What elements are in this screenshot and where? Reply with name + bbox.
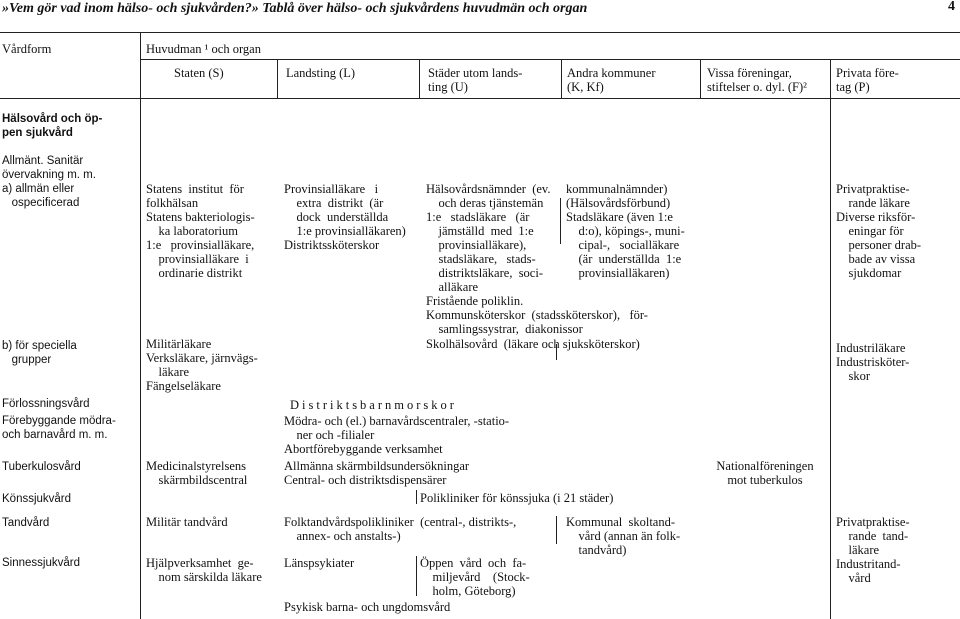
header-vardform: Vårdform bbox=[2, 42, 52, 56]
header-landsting: Landsting (L) bbox=[286, 66, 356, 80]
header-bottom-rule bbox=[0, 98, 960, 99]
top-rule bbox=[0, 32, 960, 33]
cell-stader-b: Skolhälsovård (läkare och sjuksköterskor) bbox=[426, 337, 640, 351]
bracket-mark bbox=[416, 490, 417, 504]
divider-landsting bbox=[419, 59, 420, 99]
row-konssjuk: Könssjukvård bbox=[2, 493, 72, 505]
cell-staten-tb: Medicinalstyrelsens skärmbildscentral bbox=[146, 459, 248, 487]
cell-staten-sinn: Hjälpverksamhet ge- nom särskilda läkare bbox=[146, 556, 262, 584]
document-title: »Vem gör vad inom hälso- och sjukvården?» Tablå över hälso- och sjukvårdens huvudmän och organ bbox=[2, 1, 588, 16]
cell-staten-tand: Militär tandvård bbox=[146, 515, 228, 529]
bracket-mark bbox=[416, 556, 417, 596]
divider-vissa bbox=[830, 59, 831, 619]
row-sinnessjuk: Sinnessjukvård bbox=[2, 557, 80, 569]
divider-andra bbox=[700, 59, 701, 99]
cell-stader-a: Hälsovårdsnämnder (ev. och deras tjänstemän 1:e stadsläkare (är jämställd med 1:e provinsialläkare), stadsläkare, stads- distriktsläkare, soci- alläkare bbox=[426, 182, 551, 294]
cell-konssjuk: Polikliniker för könssjuka (i 21 städer) bbox=[420, 491, 614, 505]
divider-stader bbox=[561, 59, 562, 99]
cell-staten-b: Militärläkare Verksläkare, järnvägs- läkare Fängelseläkare bbox=[146, 337, 258, 393]
cell-privata-a: Privatpraktise- rande läkare Diverse riksför- eningar för personer drab- bade av vissa sjukdomar bbox=[836, 182, 922, 280]
page-number: 4 bbox=[948, 0, 955, 14]
cell-staten-a: Statens institut för folkhälsan Statens bakteriologis- ka laboratorium 1:e provinsialläkare, provinsialläkare i ordinarie distrikt bbox=[146, 182, 255, 280]
cell-andra-tand: Kommunal skoltand- vård (annan än folk- tandvård) bbox=[566, 515, 681, 557]
header-stader: Städer utom lands- ting (U) bbox=[428, 66, 523, 94]
cell-privata-b: Industriläkare Industrisköter- skor bbox=[836, 341, 910, 383]
cell-distriktsbarnmorskor: Distriktsbarnmorskor bbox=[290, 398, 457, 412]
bracket-mark bbox=[560, 198, 561, 244]
cell-landsting-sinn: Länspsykiater bbox=[284, 556, 355, 570]
row-allman-eller: a) allmän eller ospecificerad bbox=[2, 183, 80, 209]
header-privata: Privata före- tag (P) bbox=[836, 66, 899, 94]
row-allmant: Allmänt. Sanitär övervakning m. m. bbox=[2, 155, 96, 181]
cell-modravard: Mödra- och (el.) barnavårdscentraler, -statio- ner och -filialer Abortförebyggande verksamhet bbox=[284, 414, 510, 456]
header-huvudman: Huvudman ¹ och organ bbox=[146, 42, 261, 56]
cell-stader-tb: Allmänna skärmbildsundersökningar Central- och distriktsdispensärer bbox=[284, 459, 470, 487]
row-speciella: b) för speciella grupper bbox=[2, 340, 77, 366]
row-forlossning: Förlossningsvård bbox=[2, 398, 90, 410]
cell-landsting-tand: Folktandvårdspolikliniker (central-, distrikts-, annex- och anstalts-) bbox=[284, 515, 517, 543]
cell-landsting-a: Provinsialläkare i extra distrikt (är dock underställda 1:e provinsialläkaren) Distriktssköterskor bbox=[284, 182, 406, 252]
divider-staten bbox=[277, 59, 278, 99]
cell-vissa-tb: Nationalföreningen mot tuberkulos bbox=[716, 459, 814, 487]
cell-psykisk: Psykisk barna- och ungdomsvård bbox=[284, 600, 451, 614]
row-forebyggande: Förebyggande mödra- och barnavård m. m. bbox=[2, 415, 116, 441]
divider-vardform bbox=[140, 32, 141, 619]
cell-privata-tand: Privatpraktise- rande tand- läkare Industritand- vård bbox=[836, 515, 910, 585]
header-staten: Staten (S) bbox=[174, 66, 224, 80]
row-tandvard: Tandvård bbox=[2, 517, 50, 529]
cell-andra-a: kommunalnämnder) (Hälsovårdsförbund) Stadsläkare (även 1:e d:o), köpings-, muni- cipal-, socialläkare (är underställda 1:e provinsialläkaren) bbox=[566, 182, 685, 280]
header-andra: Andra kommuner (K, Kf) bbox=[567, 66, 656, 94]
row-tuberkulos: Tuberkulosvård bbox=[2, 461, 81, 473]
header-vissa: Vissa föreningar, stiftelser o. dyl. (F)² bbox=[707, 66, 807, 94]
cell-stader-a2: Fristående poliklin. Kommunsköterskor (stadssköterskor), för- samlingssystrar, diakonissor bbox=[426, 294, 648, 336]
row-halsovard: Hälsovård och öp- pen sjukvård bbox=[2, 113, 103, 139]
cell-andra-sinn: Öppen vård och fa- miljevård (Stock- holm, Göteborg) bbox=[420, 556, 530, 598]
header-subrule bbox=[140, 59, 960, 60]
bracket-mark bbox=[556, 516, 557, 544]
